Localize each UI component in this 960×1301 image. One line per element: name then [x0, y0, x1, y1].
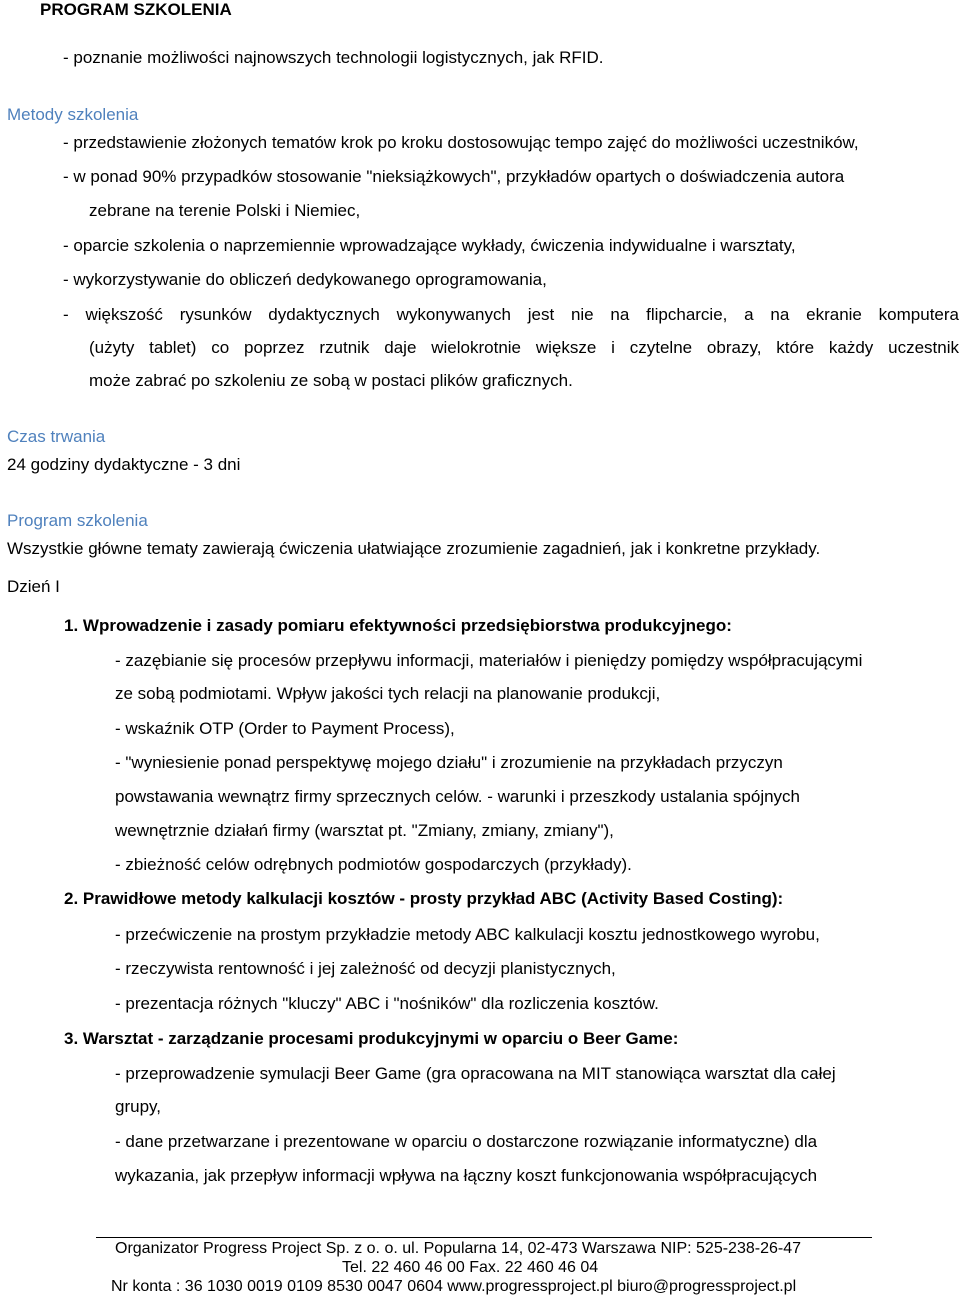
footer-organizer: Organizator Progress Project Sp. z o. o. ul. Popularna 14, 02-473 Warszawa NIP: 525-238-26-47 — [115, 1240, 801, 1257]
page-title: PROGRAM SZKOLENIA — [40, 0, 232, 19]
section-line: - wskaźnik OTP (Order to Payment Process), — [115, 719, 455, 738]
section-line: wewnętrznie działań firmy (warsztat pt. "Zmiany, zmiany, zmiany"), — [115, 821, 614, 840]
section-line: - prezentacja różnych "kluczy" ABC i "nośników" dla rozliczenia kosztów. — [115, 994, 659, 1013]
section-line: - zazębianie się procesów przepływu informacji, materiałów i pieniędzy pomiędzy współpracującymi — [115, 651, 863, 670]
section-title: 3. Warsztat - zarządzanie procesami produkcyjnymi w oparciu o Beer Game: — [64, 1029, 679, 1048]
section-line: - "wyniesienie ponad perspektywę mojego działu" i zrozumienie na przykładach przyczyn — [115, 753, 783, 772]
section-line: - rzeczywista rentowność i jej zależność od decyzji planistycznych, — [115, 959, 616, 978]
section-line: grupy, — [115, 1097, 161, 1116]
methods-line: zebrane na terenie Polski i Niemiec, — [89, 201, 361, 220]
methods-heading: Metody szkolenia — [7, 105, 139, 124]
section-title: 1. Wprowadzenie i zasady pomiaru efektywności przedsiębiorstwa produkcyjnego: — [64, 616, 732, 635]
methods-line: - przedstawienie złożonych tematów krok po kroku dostosowując tempo zajęć do możliwości uczestników, — [63, 133, 859, 152]
methods-line: - oparcie szkolenia o naprzemiennie wprowadzające wykłady, ćwiczenia indywidualne i warsztaty, — [63, 236, 796, 255]
day-label: Dzień I — [7, 577, 60, 596]
footer-contact: Tel. 22 460 46 00 Fax. 22 460 46 04 — [342, 1259, 599, 1276]
methods-line: - wykorzystywanie do obliczeń dedykowanego oprogramowania, — [63, 270, 547, 289]
methods-line: - w ponad 90% przypadków stosowanie "nieksiążkowych", przykładów opartych o doświadczenia autora — [63, 167, 845, 186]
section-line: - przećwiczenie na prostym przykładzie metody ABC kalkulacji kosztu jednostkowego wyrobu, — [115, 925, 820, 944]
section-line: - przeprowadzenie symulacji Beer Game (gra opracowana na MIT stanowiąca warsztat dla całej — [115, 1064, 836, 1083]
section-line: wykazania, jak przepływ informacji wpływa na łączny koszt funkcjonowania współpracujących — [115, 1166, 818, 1185]
program-intro: Wszystkie główne tematy zawierają ćwiczenia ułatwiające zrozumienie zagadnień, jak i konkretne przykłady. — [7, 539, 821, 558]
section-title: 2. Prawidłowe metody kalkulacji kosztów - prosty przykład ABC (Activity Based Costing): — [64, 889, 784, 908]
methods-line: może zabrać po szkoleniu ze sobą w postaci plików graficznych. — [89, 371, 573, 390]
duration-heading: Czas trwania — [7, 427, 106, 446]
intro-item: - poznanie możliwości najnowszych technologii logistycznych, jak RFID. — [63, 48, 604, 67]
section-line: - zbieżność celów odrębnych podmiotów gospodarczych (przykłady). — [115, 855, 632, 874]
footer-divider — [96, 1237, 872, 1238]
program-heading: Program szkolenia — [7, 511, 148, 530]
section-line: - dane przetwarzane i prezentowane w oparciu o dostarczone rozwiązanie informatyczne) dla — [115, 1132, 818, 1151]
methods-line: - większość rysunków dydaktycznych wykonywanych jest nie na flipcharcie, a na ekranie komputera — [63, 305, 959, 324]
duration-text: 24 godziny dydaktyczne - 3 dni — [7, 455, 241, 474]
section-line: powstawania wewnątrz firmy sprzecznych celów. - warunki i przeszkody ustalania spójnych — [115, 787, 801, 806]
footer-account: Nr konta : 36 1030 0019 0109 8530 0047 0604 www.progressproject.pl biuro@progressproject.pl — [111, 1278, 797, 1295]
methods-line: (użyty tablet) co poprzez rzutnik daje wielokrotnie większe i czytelne obrazy, które każdy uczestnik — [89, 338, 959, 357]
section-line: ze sobą podmiotami. Wpływ jakości tych relacji na planowanie produkcji, — [115, 684, 661, 703]
